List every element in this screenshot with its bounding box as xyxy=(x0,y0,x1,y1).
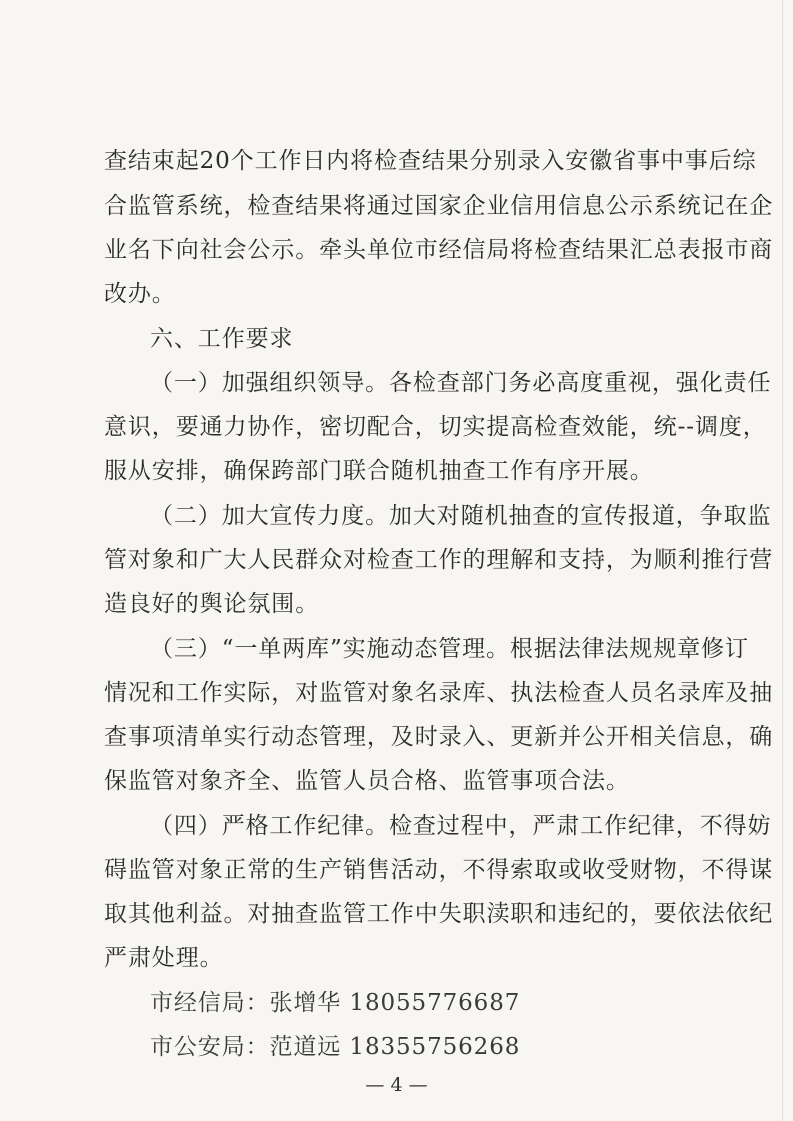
body-line-1: 查结束起20个工作日内将检查结果分别录入安徽省事中事后综 xyxy=(104,148,757,174)
paragraph-1-line-2: 意识，要通力协作，密切配合，切实提高检查效能，统--调度， xyxy=(104,414,767,440)
paragraph-2-line-1: （二）加大宣传力度。加大对随机抽查的宣传报道，争取监 xyxy=(150,503,772,529)
paragraph-2-line-3: 造良好的舆论氛围。 xyxy=(104,591,320,617)
contact-line-1: 市经信局：张增华 18055776687 xyxy=(150,990,521,1016)
body-line-3: 业名下向社会公示。牵头单位市经信局将检查结果汇总表报市商 xyxy=(104,237,774,263)
section-heading: 六、工作要求 xyxy=(150,326,294,352)
page-edge xyxy=(782,0,783,1121)
paragraph-4-line-4: 严肃处理。 xyxy=(104,945,224,971)
paragraph-3-line-1: （三）“一单两库”实施动态管理。根据法律法规规章修订 xyxy=(150,636,749,662)
paragraph-3-line-4: 保监管对象齐全、监管人员合格、监管事项合法。 xyxy=(104,768,630,794)
paragraph-1-line-3: 服从安排，确保跨部门联合随机抽查工作有序开展。 xyxy=(104,458,654,484)
paragraph-2-line-2: 管对象和广大人民群众对检查工作的理解和支持，为顺利推行营 xyxy=(104,547,774,573)
page-number: — 4 — xyxy=(365,1074,428,1096)
paragraph-3-line-2: 情况和工作实际，对监管对象名录库、执法检查人员名录库及抽 xyxy=(104,680,774,706)
body-line-4: 改办。 xyxy=(104,281,176,307)
paragraph-3-line-3: 查事项清单实行动态管理，及时录入、更新并公开相关信息，确 xyxy=(104,724,774,750)
paragraph-4-line-3: 取其他利益。对抽查监管工作中失职渎职和违纪的，要依法依纪 xyxy=(104,901,774,927)
body-line-2: 合监管系统，检查结果将通过国家企业信用信息公示系统记在企 xyxy=(104,193,774,219)
paragraph-4-line-1: （四）严格工作纪律。检查过程中，严肃工作纪律，不得妨 xyxy=(150,813,772,839)
paragraph-4-line-2: 碍监管对象正常的生产销售活动，不得索取或收受财物，不得谋 xyxy=(104,857,774,883)
contact-line-2: 市公安局：范道远 18355756268 xyxy=(150,1034,521,1060)
paragraph-1-line-1: （一）加强组织领导。各检查部门务必高度重视，强化责任 xyxy=(150,370,772,396)
